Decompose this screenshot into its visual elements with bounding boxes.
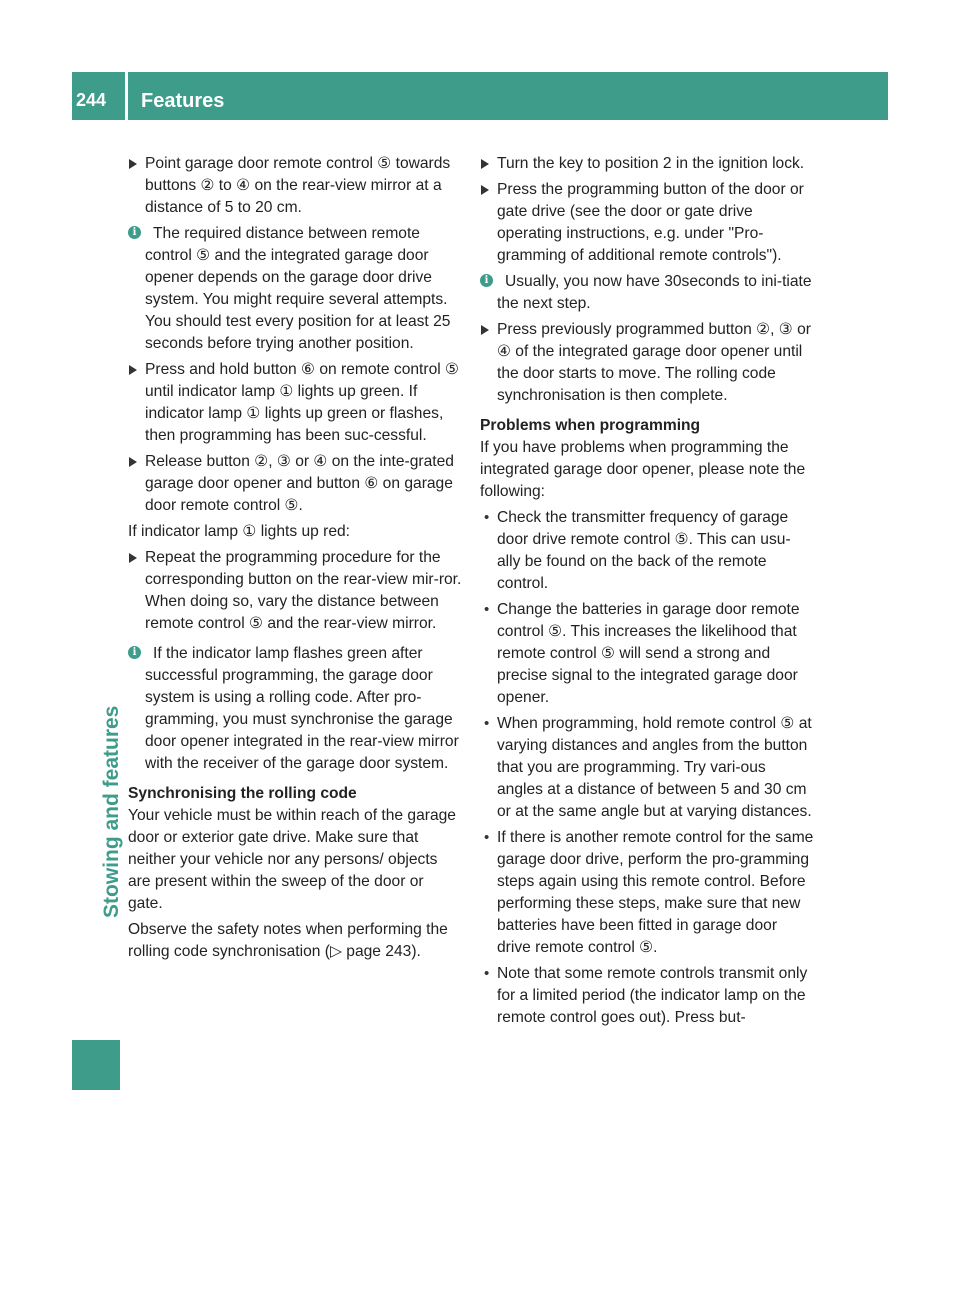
- side-tab-label: Stowing and features: [100, 705, 123, 918]
- bullet-item: • Change the batteries in garage door remote control ⑤. This increases the likelihood that remote control ⑤ will send a strong and precise signal to the integrated garage door opener.: [480, 599, 814, 709]
- bullet-item: • If there is another remote control for the same garage door drive, perform the pro-gramming steps again using this remote control. Before performing these steps, make sure that new batteries have been fitted in garage door drive remote control ⑤.: [480, 827, 814, 959]
- info-note-text: The required distance between remote control ⑤ and the integrated garage door opener depends on the garage door drive system. You might require several attempts. You should test every position for at least 25 seconds before trying another position.: [145, 225, 451, 352]
- header-separator: [125, 72, 128, 120]
- paragraph: Observe the safety notes when performing the rolling code synchronisation (▷ page 243).: [128, 921, 448, 960]
- info-icon: i: [480, 274, 493, 287]
- left-column: [128, 153, 462, 967]
- info-icon: i: [128, 646, 141, 659]
- paragraph: If indicator lamp ① lights up red:: [128, 523, 350, 540]
- info-note-text: If the indicator lamp flashes green after successful programming, the garage door system is using a rolling code. After pro-gramming, you must synchronise the garage door opener integrated in the rear-view mirror with the receiver of the garage door system.: [145, 645, 459, 772]
- section-title: Features: [141, 90, 225, 112]
- page-number: 244: [76, 90, 107, 110]
- side-tab: [72, 230, 123, 1090]
- instruction-step: Turn the key to position 2 in the ignition lock.: [480, 153, 814, 175]
- right-column: [480, 153, 814, 1033]
- info-note-text: Usually, you now have 30seconds to ini-tiate the next step.: [497, 273, 812, 312]
- instruction-step: Point garage door remote control ⑤ towards buttons ② to ④ on the rear-view mirror at a distance of 5 to 20 cm.: [128, 153, 462, 219]
- bullet-item: • When programming, hold remote control ⑤ at varying distances and angles from the button that you are programming. Try vari-ous angles at a distance of between 5 and 30 cm or at the same angle but at varying distances.: [480, 713, 814, 823]
- info-note: [128, 643, 462, 775]
- instruction-step: Press and hold button ⑥ on remote control ⑤ until indicator lamp ① lights up green. If indicator lamp ① lights up green or flashes, then programming has been suc-cessful.: [128, 359, 462, 447]
- info-note: [480, 271, 814, 315]
- paragraph: If you have problems when programming the integrated garage door opener, please note the following:: [480, 439, 806, 500]
- side-tab-marker: [72, 1040, 120, 1090]
- bullet-item: • Note that some remote controls transmit only for a limited period (the indicator lamp on the remote control goes out). Press but-: [480, 963, 814, 1029]
- instruction-step: Press the programming button of the door or gate drive (see the door or gate drive operating instructions, e.g. under "Pro-gramming of additional remote controls").: [480, 179, 814, 267]
- instruction-step: Release button ②, ③ or ④ on the inte-grated garage door opener and button ⑥ on garage door remote control ⑤.: [128, 451, 462, 517]
- bullet-item: • Check the transmitter frequency of garage door drive remote control ⑤. This can usu-ally be found on the back of the remote control.: [480, 507, 814, 595]
- paragraph: Your vehicle must be within reach of the garage door or exterior gate drive. Make sure that neither your vehicle nor any persons/ objects are present within the sweep of the door or gate.: [128, 807, 456, 912]
- subheading: Problems when programming: [480, 417, 701, 434]
- info-note: [128, 223, 462, 355]
- subheading: Synchronising the rolling code: [128, 785, 357, 802]
- info-icon: i: [128, 226, 141, 239]
- instruction-step: Repeat the programming procedure for the corresponding button on the rear-view mir-ror. When doing so, vary the distance between remote control ⑤ and the rear-view mirror.: [128, 547, 462, 635]
- instruction-step: Press previously programmed button ②, ③ or ④ of the integrated garage door opener until the door starts to move. The rolling code synchronisation is then complete.: [480, 319, 814, 407]
